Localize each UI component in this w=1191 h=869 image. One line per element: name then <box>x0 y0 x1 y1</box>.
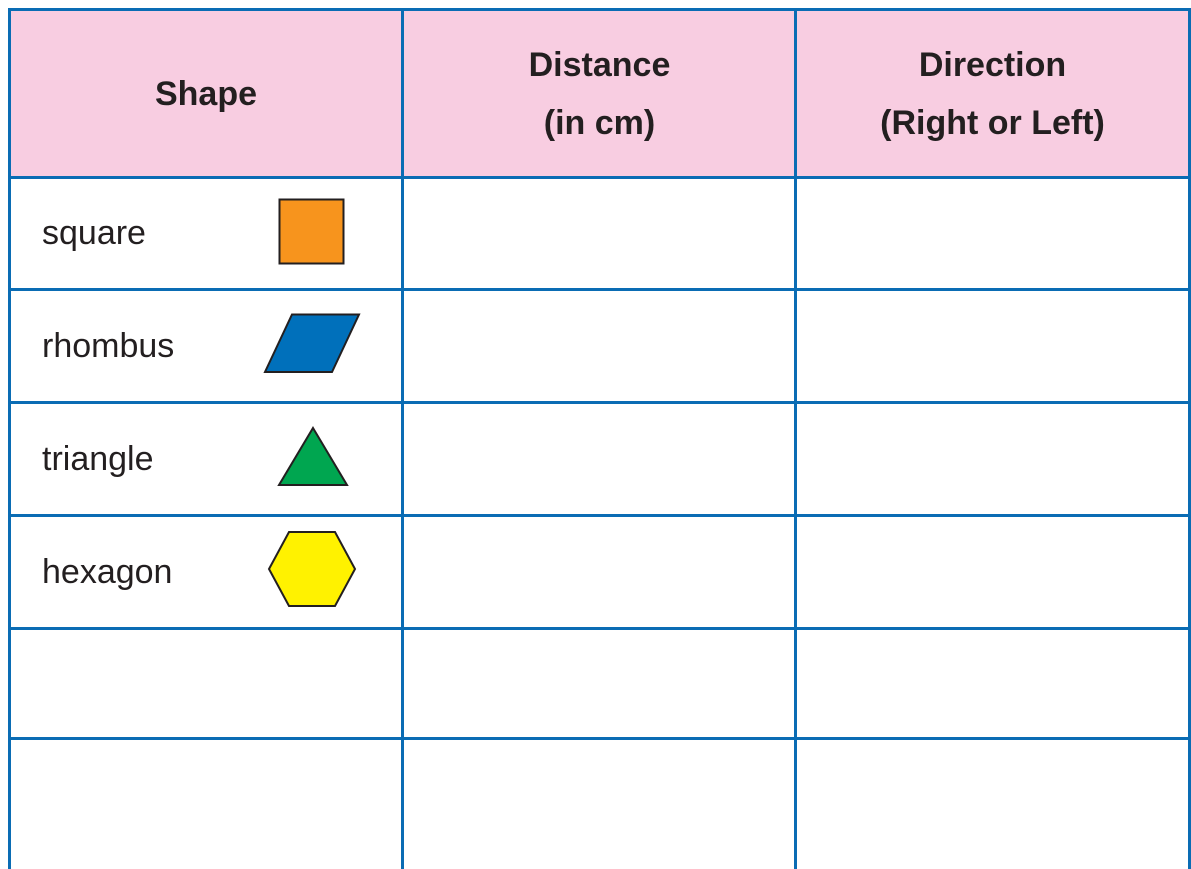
column-divider-1 <box>401 8 404 869</box>
header-direction-line2: (Right or Left) <box>880 103 1105 142</box>
column-divider-2 <box>794 8 797 869</box>
distance-cell-hexagon[interactable] <box>404 517 795 627</box>
header-distance-line1: Distance <box>528 45 671 84</box>
header-distance <box>404 10 795 177</box>
distance-cell-blank-5[interactable] <box>404 630 795 737</box>
direction-cell-rhombus[interactable] <box>797 291 1188 401</box>
distance-cell-rhombus[interactable] <box>404 291 795 401</box>
direction-cell-hexagon[interactable] <box>797 517 1188 627</box>
row-label-square: square <box>42 213 146 252</box>
header-distance-line2: (in cm) <box>543 103 656 142</box>
direction-cell-triangle[interactable] <box>797 404 1188 514</box>
direction-cell-blank-5[interactable] <box>797 630 1188 737</box>
direction-cell-blank-6[interactable] <box>797 740 1188 869</box>
hexagon-icon <box>267 530 357 608</box>
row-label-triangle: triangle <box>42 439 154 478</box>
table-top-border <box>8 8 1191 11</box>
table-left-border <box>8 8 11 869</box>
row-divider-4 <box>8 627 1191 630</box>
row-label-rhombus: rhombus <box>42 326 175 365</box>
row-divider-5 <box>8 737 1191 740</box>
square-icon <box>278 198 346 266</box>
header-bottom-border <box>8 176 1191 179</box>
header-shape-label: Shape <box>154 74 258 113</box>
header-direction-line1: Direction <box>918 45 1067 84</box>
row-divider-1 <box>8 288 1191 291</box>
distance-cell-square[interactable] <box>404 178 795 288</box>
row-label-hexagon: hexagon <box>42 552 173 591</box>
header-shape <box>10 10 402 177</box>
header-direction <box>797 10 1188 177</box>
distance-cell-triangle[interactable] <box>404 404 795 514</box>
row-divider-2 <box>8 401 1191 404</box>
direction-cell-square[interactable] <box>797 178 1188 288</box>
distance-cell-blank-6[interactable] <box>404 740 795 869</box>
row-divider-3 <box>8 514 1191 517</box>
rhombus-icon <box>262 313 362 375</box>
triangle-icon <box>277 426 349 488</box>
